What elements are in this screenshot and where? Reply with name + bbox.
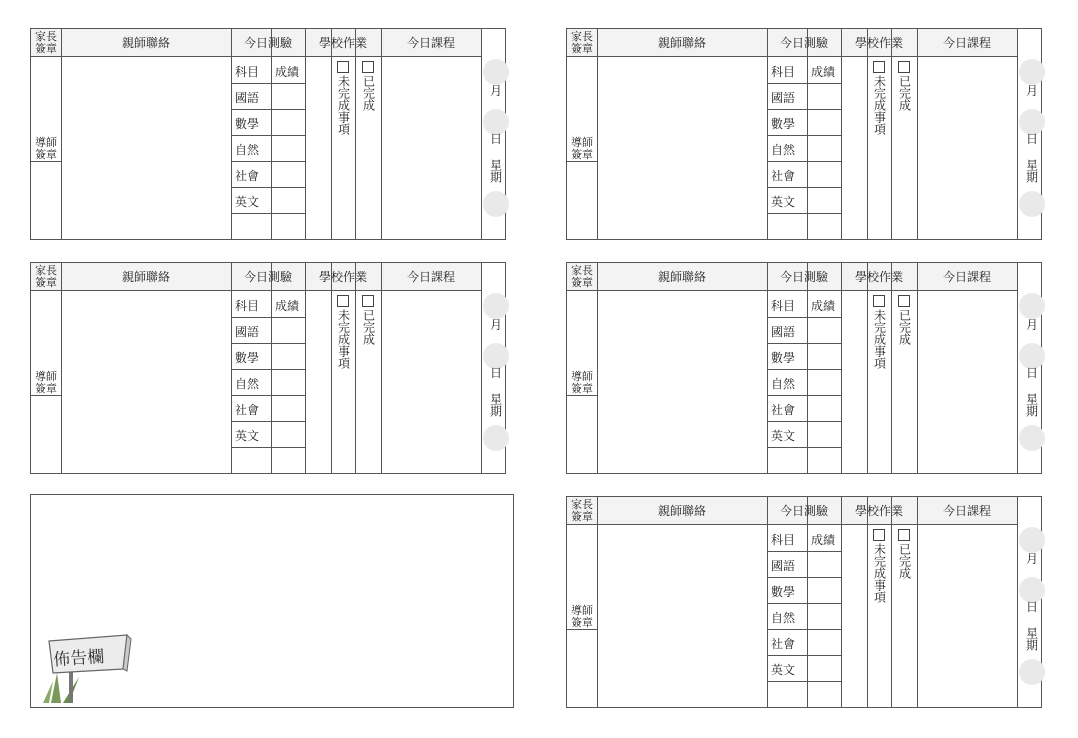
done-checkbox[interactable]: 已完成 [361, 295, 375, 348]
weekday-label: 星期 [1024, 627, 1039, 651]
today-test-label: 今日測驗 [779, 36, 828, 50]
not-done-checkbox[interactable]: 未完成事項 [872, 529, 886, 606]
parent-signature-label: 家長 簽章 [571, 264, 593, 289]
subject-column-header: 科目 [235, 65, 260, 79]
today-course-label: 今日課程 [406, 36, 455, 50]
done-checkbox[interactable]: 已完成 [897, 529, 911, 582]
done-checkbox[interactable]: 已完成 [897, 61, 911, 114]
not-done-checkbox[interactable]: 未完成事項 [872, 295, 886, 372]
subject-3: 社會 [235, 169, 260, 183]
bulletin-board-sign-icon [39, 633, 147, 703]
subject-2: 自然 [771, 377, 796, 391]
subject-2: 自然 [235, 143, 260, 157]
subject-3: 社會 [771, 637, 796, 651]
subject-0: 國語 [771, 325, 796, 339]
school-homework-label: 學校作業 [854, 36, 903, 50]
contact-card [30, 28, 506, 240]
score-column-header: 成績 [275, 65, 300, 79]
score-column-header: 成績 [275, 299, 300, 313]
subject-4: 英文 [771, 429, 796, 443]
contact-card [30, 262, 506, 474]
subject-column-header: 科目 [771, 533, 796, 547]
month-label: 月 [1025, 318, 1038, 332]
today-test-label: 今日測驗 [779, 504, 828, 518]
school-homework-label: 學校作業 [318, 36, 367, 50]
subject-1: 數學 [771, 585, 796, 599]
weekday-label: 星期 [1024, 393, 1039, 417]
school-homework-label: 學校作業 [854, 504, 903, 518]
subject-column-header: 科目 [235, 299, 260, 313]
contact-label: 親師聯絡 [657, 504, 706, 518]
contact-label: 親師聯絡 [657, 36, 706, 50]
day-label: 日 [489, 132, 502, 146]
subject-column-header: 科目 [771, 65, 796, 79]
day-label: 日 [1025, 600, 1038, 614]
contact-card [566, 262, 1042, 474]
contact-label: 親師聯絡 [121, 270, 170, 284]
weekday-label: 星期 [488, 393, 503, 417]
done-checkbox[interactable]: 已完成 [897, 295, 911, 348]
done-checkbox[interactable]: 已完成 [361, 61, 375, 114]
month-label: 月 [1025, 84, 1038, 98]
month-label: 月 [1025, 552, 1038, 566]
not-done-checkbox[interactable]: 未完成事項 [872, 61, 886, 138]
contact-card [566, 496, 1042, 708]
teacher-signature-label: 導師 簽章 [31, 137, 61, 162]
subject-4: 英文 [235, 195, 260, 209]
day-label: 日 [489, 366, 502, 380]
month-label: 月 [489, 318, 502, 332]
today-course-label: 今日課程 [942, 270, 991, 284]
subject-0: 國語 [235, 91, 260, 105]
today-course-label: 今日課程 [406, 270, 455, 284]
subject-4: 英文 [771, 195, 796, 209]
contact-label: 親師聯絡 [121, 36, 170, 50]
parent-signature-label: 家長 簽章 [35, 30, 57, 55]
score-column-header: 成績 [811, 299, 836, 313]
teacher-signature-label: 導師 簽章 [567, 137, 597, 162]
day-label: 日 [1025, 366, 1038, 380]
subject-2: 自然 [771, 143, 796, 157]
bulletin-board-title: 佈告欄 [52, 646, 105, 671]
subject-2: 自然 [771, 611, 796, 625]
school-homework-label: 學校作業 [318, 270, 367, 284]
contact-card [566, 28, 1042, 240]
score-column-header: 成績 [811, 65, 836, 79]
subject-0: 國語 [771, 91, 796, 105]
weekday-label: 星期 [488, 159, 503, 183]
month-label: 月 [489, 84, 502, 98]
parent-signature-label: 家長 簽章 [571, 498, 593, 523]
bulletin-board [30, 494, 514, 708]
parent-signature-label: 家長 簽章 [35, 264, 57, 289]
subject-1: 數學 [235, 117, 260, 131]
teacher-signature-label: 導師 簽章 [31, 371, 61, 396]
today-course-label: 今日課程 [942, 36, 991, 50]
subject-3: 社會 [771, 403, 796, 417]
weekday-label: 星期 [1024, 159, 1039, 183]
subject-1: 數學 [235, 351, 260, 365]
school-homework-label: 學校作業 [854, 270, 903, 284]
today-test-label: 今日測驗 [243, 36, 292, 50]
subject-column-header: 科目 [771, 299, 796, 313]
parent-signature-label: 家長 簽章 [571, 30, 593, 55]
contact-label: 親師聯絡 [657, 270, 706, 284]
not-done-checkbox[interactable]: 未完成事項 [336, 61, 350, 138]
day-label: 日 [1025, 132, 1038, 146]
today-test-label: 今日測驗 [243, 270, 292, 284]
subject-4: 英文 [771, 663, 796, 677]
today-course-label: 今日課程 [942, 504, 991, 518]
subject-4: 英文 [235, 429, 260, 443]
not-done-checkbox[interactable]: 未完成事項 [336, 295, 350, 372]
teacher-signature-label: 導師 簽章 [567, 605, 597, 630]
subject-3: 社會 [771, 169, 796, 183]
subject-1: 數學 [771, 117, 796, 131]
subject-0: 國語 [771, 559, 796, 573]
today-test-label: 今日測驗 [779, 270, 828, 284]
score-column-header: 成績 [811, 533, 836, 547]
subject-3: 社會 [235, 403, 260, 417]
teacher-signature-label: 導師 簽章 [567, 371, 597, 396]
subject-1: 數學 [771, 351, 796, 365]
subject-0: 國語 [235, 325, 260, 339]
subject-2: 自然 [235, 377, 260, 391]
